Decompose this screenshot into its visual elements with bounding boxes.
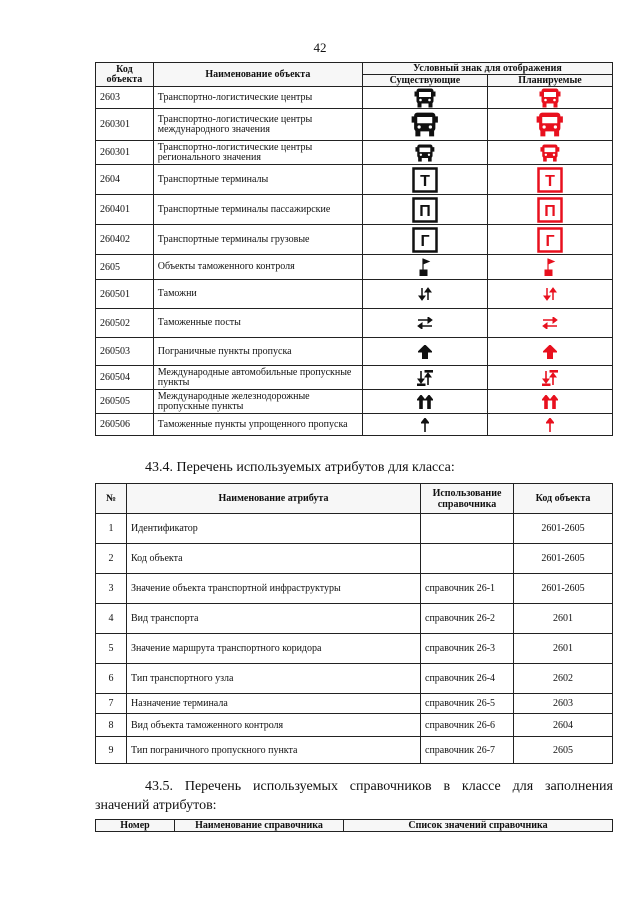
attr-ref: справочник 26-2 [421,604,514,634]
page-number: 42 [313,40,327,55]
existing-symbol [362,390,487,414]
truck-icon [414,88,436,108]
existing-symbol [362,280,487,309]
symbol-row [96,280,613,309]
object-code: 2605 [96,255,154,280]
symbol-row [96,165,613,195]
truck-small-icon [415,144,435,162]
attr-num: 8 [96,714,127,737]
existing-symbol [362,165,487,195]
object-code: 260301 [96,141,154,165]
symbol-row [96,87,613,109]
attr-ref [421,514,514,544]
bold-up-arrow-icon [543,345,557,359]
attr-code: 2603 [514,694,613,714]
terminal-p-icon [537,197,563,223]
symbol-row [96,195,613,225]
attr-name: Вид транспорта [127,604,421,634]
attr-name: Значение маршрута транспортного коридора [127,634,421,664]
existing-symbol [362,109,487,141]
object-code: 2604 [96,165,154,195]
object-code: 260505 [96,390,154,414]
object-name: Транспортные терминалы грузовые [153,225,362,255]
attribute-row [96,694,613,714]
object-code: 260503 [96,338,154,366]
header-code: Код объекта [96,63,154,87]
section-43-5-heading: 43.5. Перечень используемых справочников в классе для заполнения [145,779,613,794]
reference-table [95,819,613,832]
attr-name: Код объекта [127,544,421,574]
attr-num: 2 [96,544,127,574]
double-up-arrows-icon [542,395,558,409]
attribute-row [96,634,613,664]
attribute-row [96,514,613,544]
attribute-row [96,574,613,604]
symbol-row [96,309,613,338]
attr-code: 2604 [514,714,613,737]
attr-code: 2601-2605 [514,514,613,544]
attr-num: 4 [96,604,127,634]
object-name: Объекты таможенного контроля [153,255,362,280]
object-name: Транспортные терминалы пассажирские [153,195,362,225]
symbol-row [96,366,613,390]
object-code: 260501 [96,280,154,309]
thin-up-arrow-icon [421,418,429,432]
attr-ref: справочник 26-4 [421,664,514,694]
left-right-arrows-icon [542,317,558,329]
attr-code: 2601-2605 [514,574,613,604]
planned-symbol [487,338,612,366]
attr-num: 5 [96,634,127,664]
object-code: 260504 [96,366,154,390]
thin-up-arrow-icon [546,418,554,432]
attr-name: Назначение терминала [127,694,421,714]
up-down-arrows-icon [543,287,557,301]
attr-ref [421,544,514,574]
existing-symbol [362,255,487,280]
attr-name: Тип пограничного пропускного пункта [127,737,421,764]
planned-symbol [487,87,612,109]
object-name: Транспортно-логистические центры международного значения [153,109,362,141]
header-obj-code: Код объекта [514,484,613,514]
terminal-g-icon [412,227,438,253]
attr-num: 6 [96,664,127,694]
existing-symbol [362,366,487,390]
svg-text:Г: Г [420,232,430,250]
planned-symbol [487,165,612,195]
object-name: Транспортные терминалы [153,165,362,195]
planned-symbol [487,366,612,390]
object-name: Транспортно-логистические центры [153,87,362,109]
attribute-row [96,664,613,694]
existing-symbol [362,414,487,436]
symbol-row [96,338,613,366]
barrier-arrows-icon [417,370,433,386]
barrier-arrows-icon [542,370,558,386]
terminal-t-icon [412,167,438,193]
svg-text:П: П [544,202,556,220]
attr-num: 3 [96,574,127,604]
attr-ref: справочник 26-6 [421,714,514,737]
existing-symbol [362,195,487,225]
section-43-4-heading: 43.4. Перечень используемых атрибутов для класса: [145,460,455,475]
object-name: Таможни [153,280,362,309]
attr-code: 2605 [514,737,613,764]
object-name: Международные автомобильные пропускные пункты [153,366,362,390]
terminal-g-icon [537,227,563,253]
planned-symbol [487,390,612,414]
attr-code: 2601 [514,604,613,634]
planned-symbol [487,195,612,225]
object-name: Транспортно-логистические центры регионального значения [153,141,362,165]
attribute-row [96,714,613,737]
symbol-row [96,390,613,414]
header-name: Наименование объекта [153,63,362,87]
attr-ref: справочник 26-1 [421,574,514,604]
header-attr-name: Наименование атрибута [127,484,421,514]
svg-text:Т: Т [545,172,555,190]
planned-symbol [487,141,612,165]
terminal-t-icon [537,167,563,193]
attr-name: Вид объекта таможенного контроля [127,714,421,737]
header-ref-name: Наименование справочника [175,820,344,832]
double-up-arrows-icon [417,395,433,409]
planned-symbol [487,225,612,255]
symbol-row [96,225,613,255]
planned-symbol [487,414,612,436]
existing-symbol [362,87,487,109]
attr-name: Идентификатор [127,514,421,544]
attr-name: Тип транспортного узла [127,664,421,694]
truck-large-icon [411,112,439,137]
terminal-p-icon [412,197,438,223]
symbols-table [95,62,613,436]
planned-symbol [487,109,612,141]
planned-symbol [487,280,612,309]
flag-icon [544,258,556,276]
header-num: № [96,484,127,514]
header-planned: Планируемые [487,75,612,87]
existing-symbol [362,225,487,255]
attr-ref: справочник 26-5 [421,694,514,714]
planned-symbol [487,309,612,338]
symbol-row [96,109,613,141]
attribute-row [96,544,613,574]
truck-large-icon [536,112,564,137]
attr-num: 7 [96,694,127,714]
object-code: 260506 [96,414,154,436]
attr-ref: справочник 26-3 [421,634,514,664]
attr-num: 9 [96,737,127,764]
svg-text:П: П [419,202,431,220]
object-code: 260402 [96,225,154,255]
attribute-row [96,737,613,764]
attr-ref: справочник 26-7 [421,737,514,764]
header-existing: Существующие [362,75,487,87]
object-code: 260301 [96,109,154,141]
existing-symbol [362,338,487,366]
section-43-5-heading-cont: значений атрибутов: [95,798,217,813]
planned-symbol [487,255,612,280]
symbol-row [96,255,613,280]
existing-symbol [362,141,487,165]
flag-icon [419,258,431,276]
object-name: Таможенные пункты упрощенного пропуска [153,414,362,436]
attr-code: 2601 [514,634,613,664]
svg-text:Т: Т [420,172,430,190]
header-symbol: Условный знак для отображения [362,63,612,75]
header-ref-num: Номер [96,820,175,832]
object-code: 2603 [96,87,154,109]
up-down-arrows-icon [418,287,432,301]
symbol-row [96,141,613,165]
attributes-table [95,483,613,764]
attribute-row [96,604,613,634]
object-name: Таможенные посты [153,309,362,338]
left-right-arrows-icon [417,317,433,329]
object-code: 260502 [96,309,154,338]
bold-up-arrow-icon [418,345,432,359]
attr-name: Значение объекта транспортной инфраструктуры [127,574,421,604]
attr-code: 2601-2605 [514,544,613,574]
object-name: Пограничные пункты пропуска [153,338,362,366]
svg-text:Г: Г [545,232,555,250]
attr-code: 2602 [514,664,613,694]
object-name: Международные железнодорожные пропускные пункты [153,390,362,414]
attr-num: 1 [96,514,127,544]
truck-icon [539,88,561,108]
object-code: 260401 [96,195,154,225]
symbol-row [96,414,613,436]
truck-small-icon [540,144,560,162]
header-ref: Использование справочника [421,484,514,514]
existing-symbol [362,309,487,338]
header-ref-list: Список значений справочника [344,820,613,832]
